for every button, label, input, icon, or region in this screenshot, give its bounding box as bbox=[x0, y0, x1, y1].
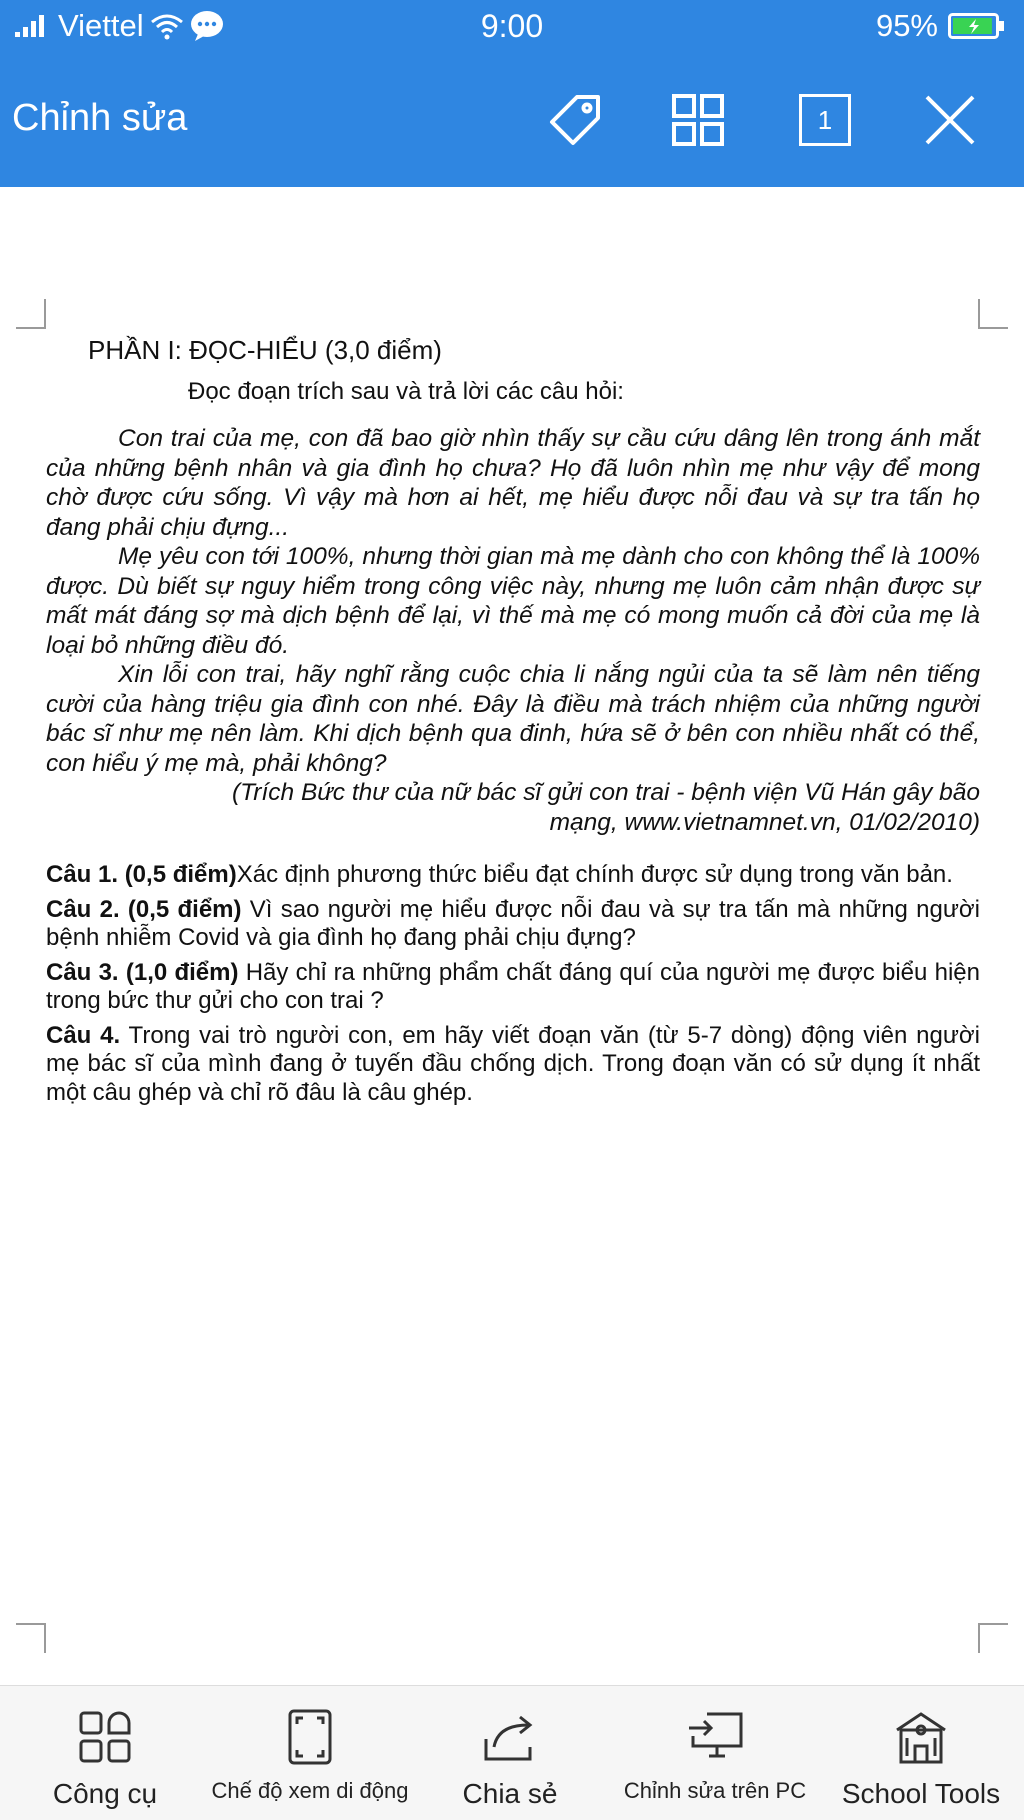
passage-paragraph: Xin lỗi con trai, hãy nghĩ rằng cuộc chia li nắng ngủi của ta sẽ làm nên tiếng cười của hàng triệu gia đình con nhé. Đây là điều mà trách nhiệm của những người bác sĩ như mẹ nên làm. Khi dịch bệnh qua đinh, hứa sẽ ở bên con nhiều nhất có thể, con hiểu ý mẹ mà, phải không? bbox=[46, 661, 980, 777]
document-content bbox=[46, 335, 980, 1113]
question-label: Câu 4. bbox=[46, 1021, 121, 1049]
tag-button[interactable] bbox=[545, 90, 605, 150]
close-button[interactable] bbox=[920, 90, 980, 150]
passage-paragraph: Mẹ yêu con tới 100%, nhưng thời gian mà mẹ dành cho con không thể là 100% được. Dù biết sự nguy hiểm trong công việc này, nhưng mẹ luôn cảm nhận được sự mất mát đáng sợ mà dịch bệnh để lại, vì thế mà mẹ có mong muốn cả đời của mẹ là loại bỏ những điều đó. bbox=[46, 543, 980, 659]
battery-percent: 95% bbox=[875, 8, 938, 43]
passage-paragraph: Con trai của mẹ, con đã bao giờ nhìn thấy sự cầu cứu dâng lên trong ánh mắt của những bệnh nhân và gia đình họ chưa? Họ đã luôn nhìn mẹ như vậy để mong chờ được cứu sống. Vì vậy mà hơn ai hết, mẹ hiểu được nỗi đau và sự tra tấn họ đang phải chịu đựng... bbox=[46, 425, 980, 541]
status-right bbox=[876, 8, 1006, 44]
battery-icon bbox=[948, 12, 1006, 40]
school-tools-button[interactable] bbox=[826, 1686, 1016, 1820]
question-text: Vì sao người mẹ hiểu được nỗi đau và sự tra tấn mà những người bệnh nhiễm Covid và gia đình họ đang phải chịu đựng? bbox=[46, 895, 980, 951]
page-corner-mark bbox=[978, 1623, 1008, 1653]
school-tools-label: School Tools bbox=[841, 1778, 1001, 1809]
toolbar-title: Chỉnh sửa bbox=[12, 97, 188, 139]
question-text: Trong vai trò người con, em hãy viết đoạn văn (từ 5-7 dòng) động viên người mẹ bác sĩ của mình đang ở tuyến đầu chống dịch. Trong đoạn văn có sử dụng ít nhất một câu ghép và chỉ rõ đâu là câu ghép. bbox=[46, 1021, 980, 1106]
question-label: Câu 2. (0,5 điểm) bbox=[46, 895, 242, 923]
carrier-name: Viettel bbox=[58, 8, 144, 43]
question-label: Câu 1. (0,5 điểm) bbox=[46, 861, 237, 888]
page-corner-mark bbox=[16, 1623, 46, 1653]
page-number-button[interactable] bbox=[795, 90, 855, 150]
share-icon bbox=[480, 1704, 540, 1770]
question-item bbox=[46, 861, 980, 890]
question-item bbox=[46, 896, 980, 953]
edit-on-pc-icon bbox=[685, 1704, 745, 1770]
reading-instruction: Đọc đoạn trích sau và trả lời các câu hỏi: bbox=[188, 378, 624, 405]
clock: 9:00 bbox=[480, 8, 544, 44]
tag-icon bbox=[547, 92, 603, 148]
page-number-icon bbox=[799, 94, 851, 146]
share-label: Chia sẻ bbox=[462, 1778, 558, 1809]
mobile-view-label: Chế độ xem di động bbox=[211, 1778, 409, 1803]
edit-on-pc-label: Chỉnh sửa trên PC bbox=[623, 1778, 807, 1803]
question-label: Câu 3. (1,0 điểm) bbox=[46, 958, 239, 986]
status-bar bbox=[0, 0, 1024, 56]
section-title: PHẦN I: ĐỌC-HIỂU (3,0 điểm) bbox=[88, 335, 442, 365]
grid-icon bbox=[671, 93, 725, 147]
question-list bbox=[46, 861, 980, 1107]
tools-grid-icon bbox=[77, 1704, 133, 1770]
question-item bbox=[46, 959, 980, 1016]
bottom-toolbar bbox=[0, 1685, 1024, 1820]
question-text: Hãy chỉ ra những phẩm chất đáng quí của người mẹ được biểu hiện trong bức thư gửi cho con trai ? bbox=[46, 958, 980, 1014]
share-button[interactable] bbox=[440, 1686, 580, 1820]
question-text: Xác định phương thức biểu đạt chính được sử dụng trong văn bản. bbox=[236, 861, 953, 888]
app-header bbox=[0, 0, 1024, 187]
excerpt-passage bbox=[46, 424, 980, 778]
edit-on-pc-button[interactable] bbox=[615, 1686, 815, 1820]
question-item bbox=[46, 1022, 980, 1108]
source-line: mạng, www.vietnamnet.vn, 01/02/2010) bbox=[549, 808, 980, 836]
close-icon bbox=[922, 92, 978, 148]
excerpt-source bbox=[46, 778, 980, 837]
document-page[interactable] bbox=[0, 187, 1024, 1685]
page-corner-mark bbox=[978, 299, 1008, 329]
mobile-view-icon bbox=[286, 1704, 334, 1770]
grid-view-button[interactable] bbox=[668, 90, 728, 150]
page-corner-mark bbox=[16, 299, 46, 329]
school-icon bbox=[893, 1704, 949, 1770]
mobile-view-button[interactable] bbox=[195, 1686, 425, 1820]
tools-label: Công cụ bbox=[52, 1778, 158, 1809]
source-line: (Trích Bức thư của nữ bác sĩ gửi con trai - bệnh viện Vũ Hán gây bão bbox=[231, 779, 980, 806]
tools-button[interactable] bbox=[30, 1686, 180, 1820]
page-number: 1 bbox=[817, 104, 833, 135]
